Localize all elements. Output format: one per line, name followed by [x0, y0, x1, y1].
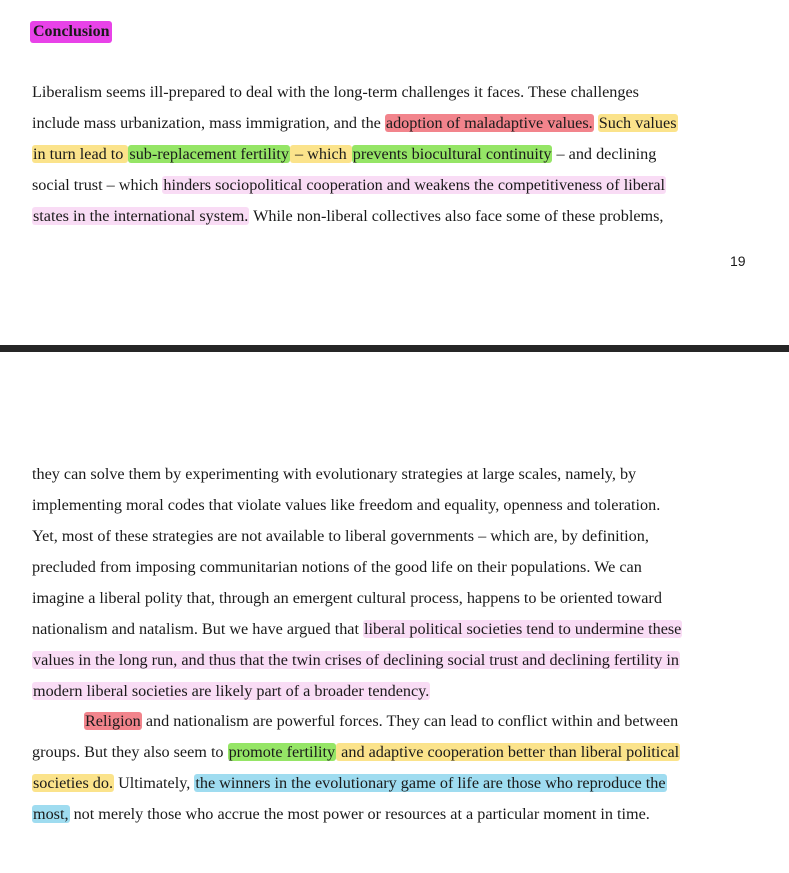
page-divider	[0, 345, 789, 352]
text-line	[32, 139, 762, 170]
highlight-red: adoption of maladaptive values.	[385, 114, 593, 132]
highlight-blue: most,	[33, 805, 69, 823]
highlight-pink: hinders sociopolitical cooperation and weakens the competitiveness of liberal	[163, 176, 666, 194]
paragraph-2	[32, 459, 762, 707]
highlight-green: promote fertility	[228, 743, 336, 761]
page-number: 19	[730, 253, 746, 269]
highlight-green: sub-replacement fertility	[129, 145, 289, 163]
highlight-yellow: and adaptive cooperation better than liberal political	[337, 743, 680, 761]
highlight-pink: states in the international system.	[33, 207, 249, 225]
text-line: implementing moral codes that violate values like freedom and equality, openness and toleration.	[32, 496, 661, 514]
text-line	[32, 645, 762, 676]
text-run: not merely those who accrue the most power or resources at a particular moment in time.	[69, 805, 650, 823]
text-run: While non-liberal collectives also face some of these problems,	[249, 207, 664, 225]
text-run: groups. But they also seem to	[32, 743, 228, 761]
section-heading: Conclusion	[30, 21, 112, 43]
text-line	[32, 737, 762, 768]
text-run: nationalism and natalism. But we have argued that	[32, 620, 364, 638]
highlight-pink: values in the long run, and thus that the twin crises of declining social trust and declining fertility in	[33, 651, 680, 669]
paragraph-3	[32, 706, 762, 830]
text-line	[32, 170, 762, 201]
text-line: imagine a liberal polity that, through an emergent cultural process, happens to be oriented toward	[32, 589, 662, 607]
highlight-yellow: – which	[290, 145, 351, 163]
highlight-yellow: in turn lead to	[33, 145, 128, 163]
text-line	[32, 108, 762, 139]
text-line	[32, 706, 762, 737]
text-run: include mass urbanization, mass immigration, and the	[32, 114, 385, 132]
text-run: – and declining	[552, 145, 657, 163]
text-line	[32, 768, 762, 799]
paragraph-1	[32, 77, 762, 232]
text-line	[32, 201, 762, 232]
text-run: social trust – which	[32, 176, 163, 194]
text-line: they can solve them by experimenting with evolutionary strategies at large scales, namely, by	[32, 465, 637, 483]
text-line: precluded from imposing communitarian notions of the good life on their populations. We can	[32, 558, 642, 576]
text-line	[32, 614, 762, 645]
highlight-pink: liberal political societies tend to undermine these	[364, 620, 682, 638]
text-line	[32, 799, 762, 830]
highlight-green: prevents biocultural continuity	[352, 145, 552, 163]
highlight-blue: the winners in the evolutionary game of life are those who reproduce the	[195, 774, 666, 792]
text-run: Ultimately,	[114, 774, 195, 792]
text-line: Liberalism seems ill-prepared to deal with the long-term challenges it faces. These challenges	[32, 83, 639, 101]
text-line: Yet, most of these strategies are not available to liberal governments – which are, by definition,	[32, 527, 649, 545]
highlight-pink: modern liberal societies are likely part of a broader tendency.	[33, 682, 430, 700]
text-line	[32, 676, 762, 707]
highlight-yellow: societies do.	[33, 774, 114, 792]
text-run: and nationalism are powerful forces. They can lead to conflict within and between	[141, 712, 679, 730]
highlight-red: Religion	[85, 712, 141, 730]
highlight-yellow: Such values	[598, 114, 677, 132]
